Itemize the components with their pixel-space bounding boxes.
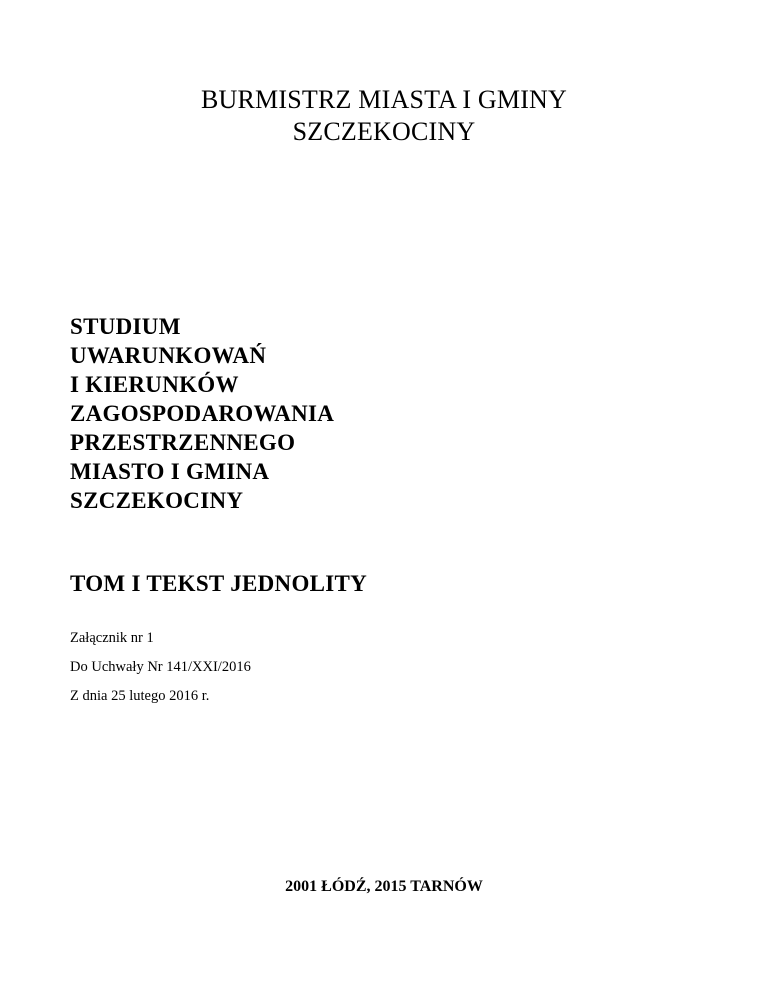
header-line-1: BURMISTRZ MIASTA I GMINY — [200, 85, 568, 114]
study-line: SZCZEKOCINY — [70, 488, 244, 513]
study-line: I KIERUNKÓW — [70, 372, 239, 397]
volume-title: TOM I TEKST JEDNOLITY — [70, 571, 368, 596]
study-line: UWARUNKOWAŃ — [70, 343, 267, 368]
header-line-2: SZCZEKOCINY — [292, 117, 476, 146]
study-line: PRZESTRZENNEGO — [70, 430, 296, 455]
resolution-date: Z dnia 25 lutego 2016 r. — [70, 688, 210, 704]
resolution-number: Do Uchwały Nr 141/XXI/2016 — [70, 659, 251, 675]
attachment-number: Załącznik nr 1 — [70, 630, 154, 646]
footer-place-dates: 2001 ŁÓDŹ, 2015 TARNÓW — [285, 878, 483, 895]
header-title — [0, 84, 768, 148]
attachment-info — [70, 624, 251, 711]
study-title — [70, 312, 334, 515]
study-line: ZAGOSPODAROWANIA — [70, 401, 335, 426]
study-line: MIASTO I GMINA — [70, 459, 270, 484]
study-line: STUDIUM — [70, 314, 181, 339]
